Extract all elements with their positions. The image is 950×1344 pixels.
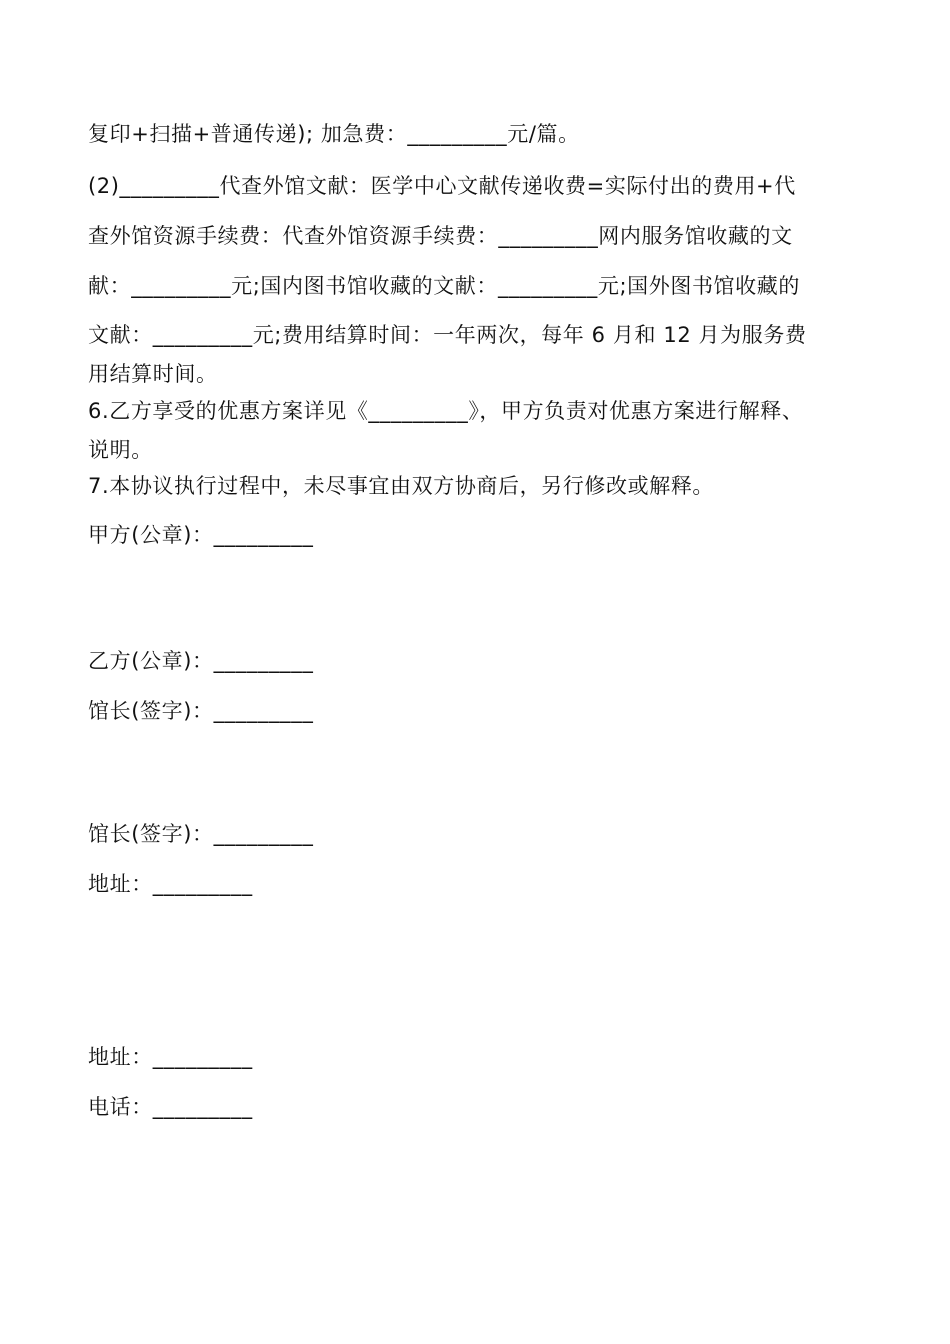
text-line-urgent-fee: 复印+扫描+普通传递); 加急费：_________元/篇。 — [88, 122, 580, 146]
signature-party-a-seal: 甲方(公章)：_________ — [88, 523, 314, 547]
text-line-clause-6-cont: 说明。 — [88, 438, 153, 462]
text-line-external-docs: (2)_________代查外馆文献：医学中心文献传递收费=实际付出的费用+代 — [88, 174, 796, 198]
phone-field: 电话：_________ — [88, 1095, 253, 1119]
text-line-clause-7: 7.本协议执行过程中，未尽事宜由双方协商后，另行修改或解释。 — [88, 474, 715, 498]
address-field-2: 地址：_________ — [88, 1045, 253, 1069]
text-line-settlement: 文献：_________元;费用结算时间：一年两次，每年 6 月和 12 月为服务费 — [88, 323, 807, 347]
text-line-settlement-cont: 用结算时间。 — [88, 362, 218, 386]
address-field-1: 地址：_________ — [88, 872, 253, 896]
text-line-handling-fee: 查外馆资源手续费：代查外馆资源手续费：_________网内服务馆收藏的文 — [88, 224, 793, 248]
text-line-clause-6: 6.乙方享受的优惠方案详见《_________》，甲方负责对优惠方案进行解释、 — [88, 399, 804, 423]
signature-party-b-seal: 乙方(公章)：_________ — [88, 649, 314, 673]
text-line-domestic-foreign: 献：_________元;国内图书馆收藏的文献：_________元;国外图书馆收藏的 — [88, 274, 800, 298]
signature-director-1: 馆长(签字)：_________ — [88, 699, 314, 723]
signature-director-2: 馆长(签字)：_________ — [88, 822, 314, 846]
